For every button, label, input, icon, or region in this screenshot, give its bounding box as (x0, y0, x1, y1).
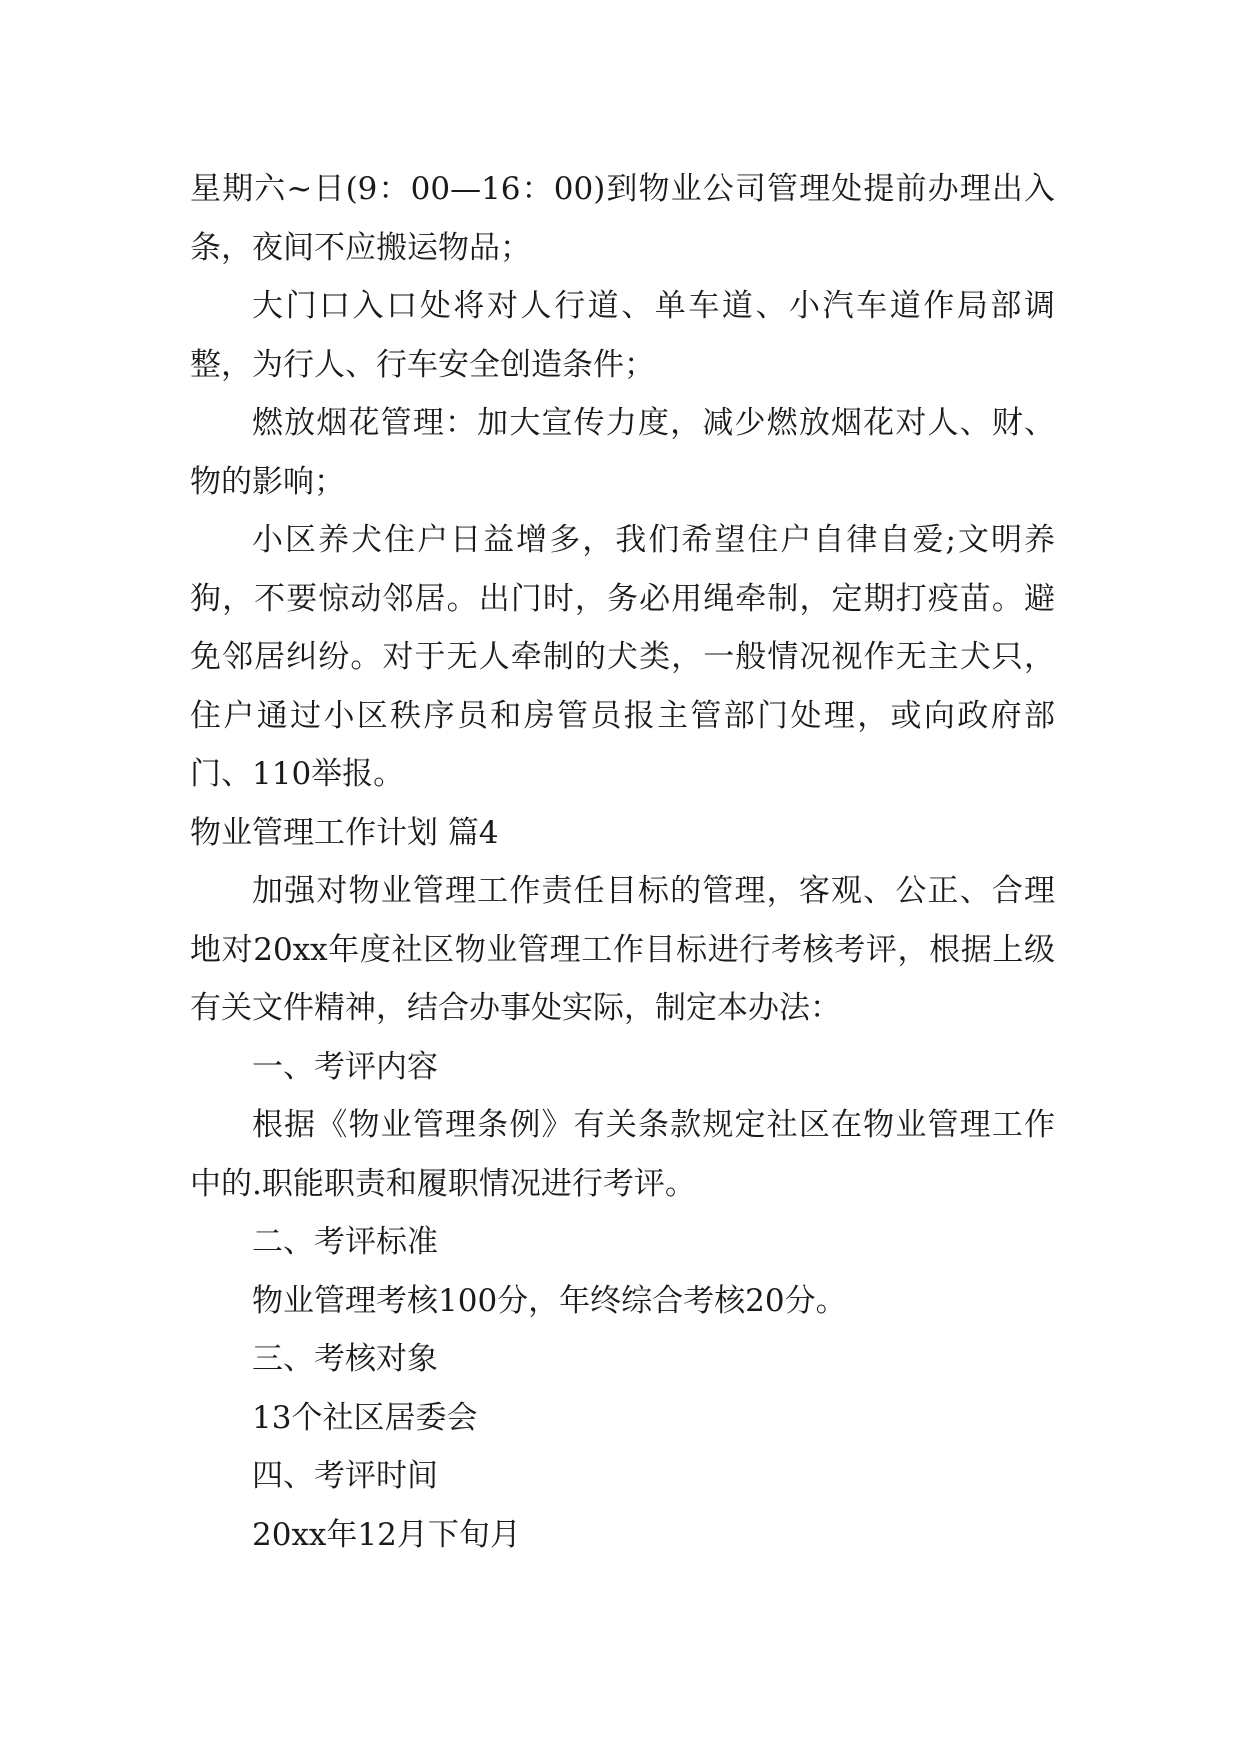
paragraph-dogs-moving-notice: 星期六~日(9：00—16：00)到物业公司管理处提前办理出入条，夜间不应搬运物品； (190, 171, 1055, 266)
document-body (190, 160, 1055, 1564)
subheading-standard: 二、考评标准 (252, 1224, 438, 1260)
paragraph-intro: 加强对物业管理工作责任目标的管理，客观、公正、合理地对20xx年度社区物业管理工作目标进行考核考评，根据上级有关文件精神，结合办事处实际，制定本办法： (190, 873, 1055, 1026)
paragraph-time: 20xx年12月下旬月 (252, 1516, 521, 1553)
paragraph-content: 根据《物业管理条例》有关条款规定社区在物业管理工作中的.职能职责和履职情况进行考评。 (190, 1107, 1055, 1202)
paragraph-standard: 物业管理考核100分，年终综合考核20分。 (252, 1282, 847, 1319)
paragraph-entrance-adjustment: 大门口入口处将对人行道、单车道、小汽车道作局部调整，为行人、行车安全创造条件； (190, 288, 1055, 383)
section-heading: 物业管理工作计划 篇4 (190, 814, 499, 851)
paragraph-target: 13个社区居委会 (252, 1399, 478, 1436)
paragraph-fireworks: 燃放烟花管理：加大宣传力度，减少燃放烟花对人、财、物的影响； (190, 405, 1055, 500)
paragraph-dog-keeping: 小区养犬住户日益增多，我们希望住户自律自爱;文明养狗，不要惊动邻居。出门时，务必用绳牵制，定期打疫苗。避免邻居纠纷。对于无人牵制的犬类，一般情况视作无主犬只，住户通过小区秩序员和房管员报主管部门处理，或向政府部门、110举报。 (190, 522, 1055, 792)
subheading-content: 一、考评内容 (252, 1048, 438, 1085)
subheading-time: 四、考评时间 (252, 1458, 438, 1494)
subheading-target: 三、考核对象 (252, 1341, 438, 1377)
